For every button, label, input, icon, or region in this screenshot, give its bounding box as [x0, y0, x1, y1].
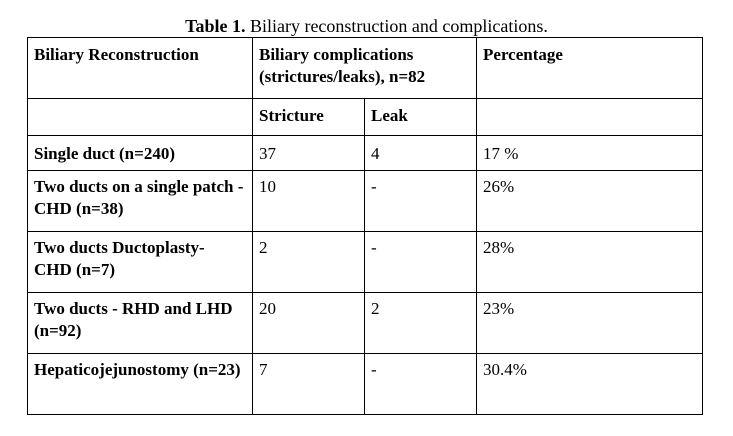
caption-label: Table 1. [185, 16, 246, 36]
header-percentage: Percentage [477, 38, 703, 99]
subheader-row [28, 99, 703, 136]
row-percentage: 30.4% [477, 354, 703, 415]
row-stricture: 10 [253, 171, 365, 232]
row-label: Hepaticojejunostomy (n=23) [28, 354, 253, 415]
row-label: Two ducts Ductoplasty- CHD (n=7) [28, 232, 253, 293]
row-leak: - [365, 354, 477, 415]
caption-text: Biliary reconstruction and complications. [245, 16, 548, 36]
table-row [28, 293, 703, 354]
header-reconstruction: Biliary Reconstruction [28, 38, 253, 99]
row-stricture: 37 [253, 136, 365, 171]
complications-table [27, 37, 703, 415]
subheader-stricture: Stricture [253, 99, 365, 136]
row-leak: - [365, 171, 477, 232]
table-row [28, 232, 703, 293]
row-label: Two ducts - RHD and LHD (n=92) [28, 293, 253, 354]
row-percentage: 26% [477, 171, 703, 232]
row-label: Two ducts on a single patch - CHD (n=38) [28, 171, 253, 232]
header-row [28, 38, 703, 99]
table-row [28, 354, 703, 415]
row-label: Single duct (n=240) [28, 136, 253, 171]
row-stricture: 20 [253, 293, 365, 354]
table-row [28, 171, 703, 232]
table-caption [0, 15, 733, 37]
table-row [28, 136, 703, 171]
subheader-leak: Leak [365, 99, 477, 136]
subheader-empty-right [477, 99, 703, 136]
row-percentage: 17 % [477, 136, 703, 171]
subheader-empty-left [28, 99, 253, 136]
row-leak: 2 [365, 293, 477, 354]
row-leak: - [365, 232, 477, 293]
row-leak: 4 [365, 136, 477, 171]
header-complications: Biliary complications (strictures/leaks), n=82 [253, 38, 477, 99]
row-percentage: 23% [477, 293, 703, 354]
row-stricture: 7 [253, 354, 365, 415]
row-stricture: 2 [253, 232, 365, 293]
row-percentage: 28% [477, 232, 703, 293]
